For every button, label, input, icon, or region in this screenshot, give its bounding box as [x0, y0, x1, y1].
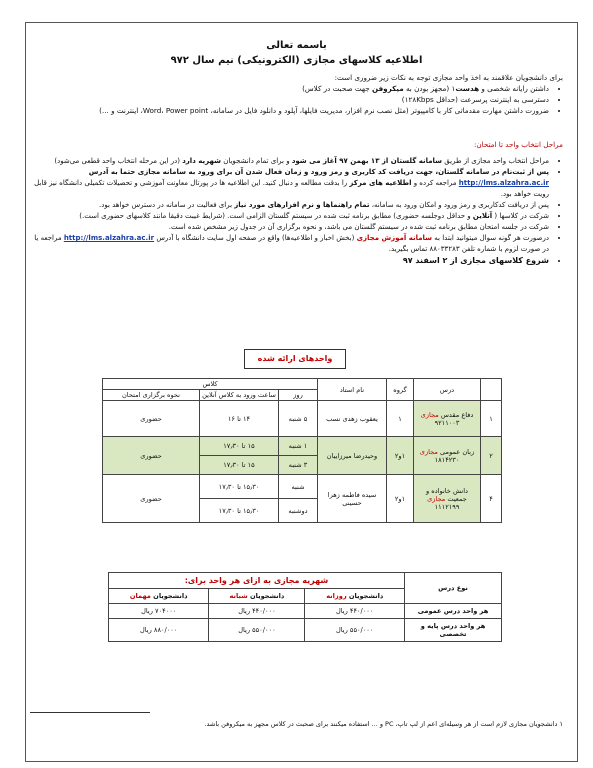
document-title: اطلاعیه کلاسهای مجازی (الکترونیکی) نیم سال ۹۷۲	[170, 55, 423, 66]
steps-list	[30, 156, 563, 266]
lms-link[interactable]: http://lms.alzahra.ac.ir	[63, 234, 155, 242]
col-group: گروه	[387, 379, 414, 401]
col-day-students: دانشجویان روزانه	[305, 589, 405, 604]
col-guest-students: دانشجویان مهمان	[109, 589, 209, 604]
table-row: هر واحد درس پایه و تخصصی ۵۵۰/۰۰۰ ریال ۵۵۰/۰۰۰ ریال ۸۸۰/۰۰۰ ریال	[109, 619, 502, 642]
lms-link[interactable]: http://lms.alzahra.ac.ir	[458, 179, 549, 187]
list-item: • مراحل انتخاب واحد مجازی از طریق سامانه گلستان از ۱۳ بهمن ۹۷ آغاز می شود و برای تمام دانشجویان شهریه دارد (در این مرحله انتخاب واحد قطعی می‌شود)	[30, 156, 549, 167]
col-class: کلاس	[103, 379, 318, 390]
list-item: • دسترسی به اینترنت پرسرعت (حداقل ۱۲۸Kbps)	[30, 94, 549, 105]
table-row: دوشنبه ۱۵٫۳۰ تا ۱۷٫۳۰	[103, 499, 502, 523]
list-item: • شرکت در کلاسها ( آنلاین و حداقل دوجلسه حضوری) مطابق برنامه ثبت شده در سیستم گلستان الزامی است. (شرایط غیبت دقیقا مانند کلاسهای حضوری است.)	[30, 211, 549, 222]
requirements-list	[30, 83, 563, 116]
list-item: • شروع کلاسهای مجازی از ۲ اسفند ۹۷	[30, 255, 549, 266]
list-item: • پس از دریافت کدکاربری و رمز ورود و امکان ورود به سامانه، تمام راهنماها و نرم افزارهای مورد نیاز برای فعالیت در سامانه در دسترس خواهد بود.	[30, 200, 549, 211]
col-teacher: نام استاد	[318, 379, 387, 401]
footnote-divider	[30, 712, 150, 713]
table-row: ۴ دانش خانواده و جمعیت مجازی ۱۱۱۲۱۹۹ ۱و۲ سیده فاطمه زهرا حسینی شنبه ۱۵٫۳۰ تا ۱۷٫۳۰ حضوری	[103, 475, 502, 499]
fee-table	[108, 572, 502, 642]
table-row: هر واحد درس عمومی ۴۴۰/۰۰۰ ریال ۴۴۰/۰۰۰ ریال ۷۰۴۰۰۰ ریال	[109, 604, 502, 619]
heading: باسمه تعالی	[266, 40, 327, 51]
list-item: • شرکت در جلسه امتحان مطابق برنامه ثبت شده در سیستم گلستان می باشد، و نحوه برگزاری آن در جدول زیر مشخص شده است.	[30, 222, 549, 233]
table-row: ۳ شنبه ۱۵ تا ۱۷٫۳۰	[103, 456, 502, 475]
table-row: ۲ زبان عمومی مجازی ۱۸۱۴۲۳۰ ۱و۲ وحیدرضا میرزاییان ۱ شنبه ۱۵ تا ۱۷٫۳۰ حضوری	[103, 437, 502, 456]
course-cell: زبان عمومی مجازی ۱۸۱۴۲۳۰	[414, 437, 481, 475]
offered-courses-label: واحدهای ارائه شده	[244, 349, 346, 369]
list-item: • درصورت هر گونه سوال میتوانید ابتدا به سامانه آموزش مجازی (بخش اخبار و اطلاعیه‌ها) واقع در صفحه اول سایت دانشگاه با آدرس http://lms.alzahra.ac.ir مراجعه یا در صورت لزوم با شماره تلفن ۸۸۰۳۳۲۸۳ تماس بگیرید.	[30, 233, 549, 255]
footnote: ۱ دانشجویان مجازی لازم است از هر وسیله‌ای اعم از لپ تاپ، PC و ... استفاده میکنند برای صحبت در کلاس مجهز به میکروفن باشد.	[204, 720, 563, 728]
col-day: روز	[279, 390, 318, 401]
course-cell: دفاع مقدس مجازی ۹۲۱۱۰۰۳	[414, 401, 481, 437]
col-course: درس	[414, 379, 481, 401]
intro-text: برای دانشجویان علاقمند به اخذ واحد مجازی توجه به نکات زیر ضروری است:	[334, 73, 563, 82]
course-table	[102, 378, 502, 523]
intro-section	[30, 72, 563, 116]
list-item: • داشتن رایانه شخصی و هدست۱ (مجهز بودن به میکروفن جهت صحبت در کلاس)	[30, 83, 549, 94]
col-course-type: نوع درس	[405, 573, 502, 604]
table-row: ۱ دفاع مقدس مجازی ۹۲۱۱۰۰۳ ۱ یعقوب زهدی نسب ۵ شنبه ۱۴ تا ۱۶ حضوری	[103, 401, 502, 437]
course-cell: دانش خانواده و جمعیت مجازی ۱۱۱۲۱۹۹	[414, 475, 481, 523]
col-time: ساعت ورود به کلاس آنلاین	[200, 390, 279, 401]
list-item: • پس از ثبت‌نام در سامانه گلستان، جهت دریافت کد کاربری و رمز ورود و زمان فعال شدن آن برای ورود به سامانه مجازی حتما به آدرس http://lms.alzahra.ac.ir مراجعه کرده و اطلاعیه های مرکز را بدقت مطالعه و دنبال کنید. این اطلاعیه ها در پورتال معاونت آموزشی و تحصیلات تکمیلی دانشگاه نیز قابل رویت خواهد بود.	[30, 167, 549, 200]
fee-table-title: شهریه مجازی به ازای هر واحد برای:	[109, 573, 405, 589]
list-item: • ضرورت داشتن مهارت مقدماتی کار با کامپیوتر (مثل نصب نرم افزار، مدیریت فایلها، آپلود و دانلود فایل در سامانه، Word، Power point، اینترنت و ...)	[30, 105, 549, 116]
col-evening-students: دانشجویان شبانه	[209, 589, 305, 604]
steps-section	[30, 156, 563, 266]
col-exam: نحوه برگزاری امتحان	[103, 390, 200, 401]
section-title: مراحل انتخاب واحد تا امتحان:	[473, 140, 563, 149]
